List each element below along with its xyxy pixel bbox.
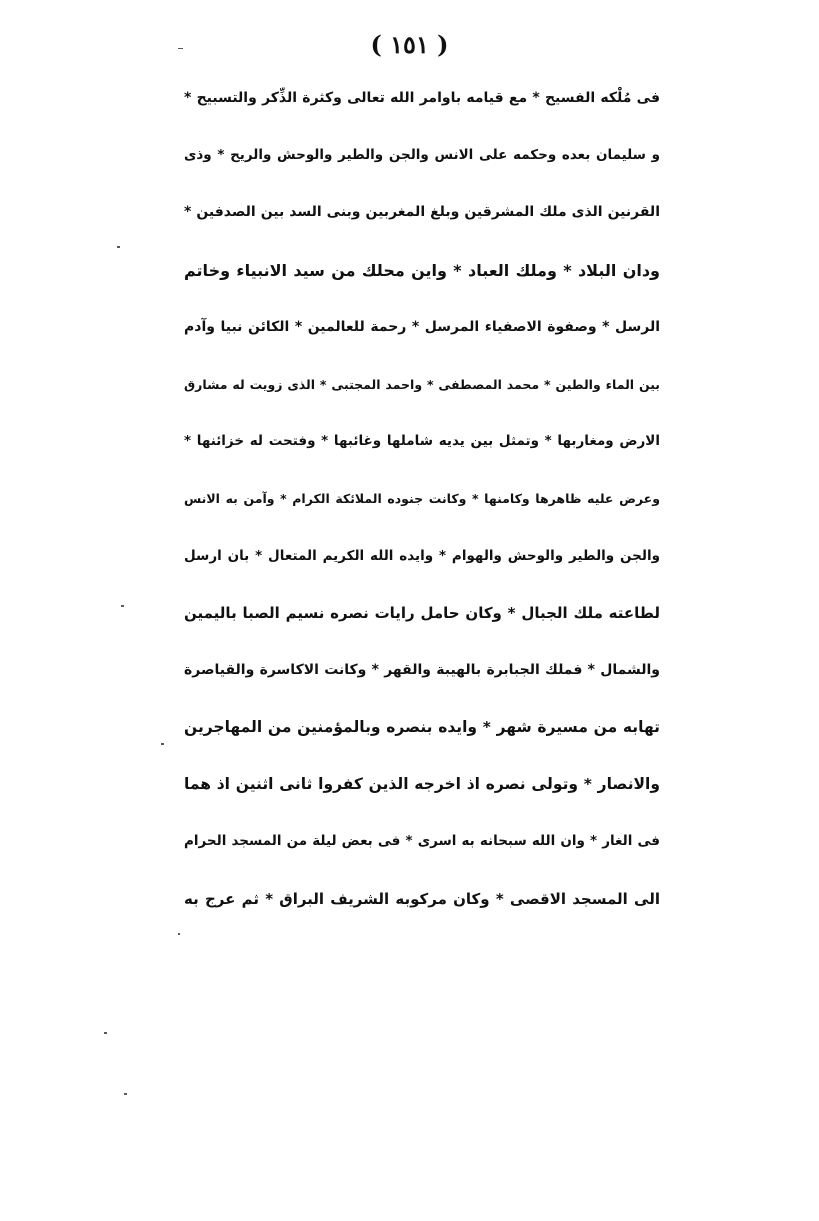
text-line-15: الى المسجد الاقصى * وكان مركوبه الشريف البراق * ثم عرج به [184, 889, 660, 908]
scan-speck [117, 246, 120, 248]
scan-speck [124, 1093, 127, 1095]
text-line-4: ودان البلاد * وملك العباد * واين محلك من سيد الانبياء وخاتم [184, 260, 660, 280]
text-line-11: والشمال * فملك الجبابرة بالهيبة والقهر * وكانت الاكاسرة والقياصرة [184, 661, 660, 678]
scan-speck [104, 1032, 107, 1034]
text-line-8: وعرض عليه ظاهرها وكامنها * وكانت جنوده الملائكة الكرام * وآمن به الانس [184, 491, 660, 507]
scan-speck [161, 743, 164, 745]
text-line-3: القرنين الذى ملك المشرقين وبلغ المغربين وبنى السد بين الصدفين * [184, 204, 660, 221]
text-line-5: الرسل * وصفوة الاصفياء المرسل * رحمة للعالمين * الكائن نبيا وآدم [184, 318, 660, 335]
text-line-13: والانصار * وتولى نصره اذ اخرجه الذين كفروا ثانى اثنين اذ هما [184, 775, 660, 794]
text-line-1: فى مُلْكه الفسيح * مع قيامه باوامر الله تعالى وكثرة الذِّكر والتسبيح * [184, 90, 660, 106]
scan-speck [178, 933, 180, 935]
body-text [184, 70, 660, 928]
scan-speck [178, 48, 183, 49]
text-line-6: بين الماء والطين * محمد المصطفى * واحمد المجتبى * الذى زويت له مشارق [184, 376, 660, 392]
text-line-12: تهابه من مسيرة شهر * وايده بنصره وبالمؤمنين من المهاجرين [184, 718, 660, 737]
scan-speck [121, 605, 124, 607]
text-line-7: الارض ومغاربها * وتمثل بين يديه شاملها وغائبها * وفتحت له خزائنها * [184, 433, 660, 450]
text-line-14: فى الغار * وان الله سبحانه به اسرى * فى بعض ليلة من المسجد الحرام [184, 833, 660, 850]
text-line-9: والجن والطير والوحش والهوام * وايده الله الكريم المتعال * بان ارسل [184, 547, 660, 564]
text-line-2: و سليمان بعده وحكمه على الانس والجن والطير والوحش والريح * وذى [184, 147, 660, 164]
text-line-10: لطاعته ملك الجبال * وكان حامل رايات نصره نسيم الصبا باليمين [184, 603, 660, 622]
page-number: ( ١٥١ ) [370, 30, 449, 59]
